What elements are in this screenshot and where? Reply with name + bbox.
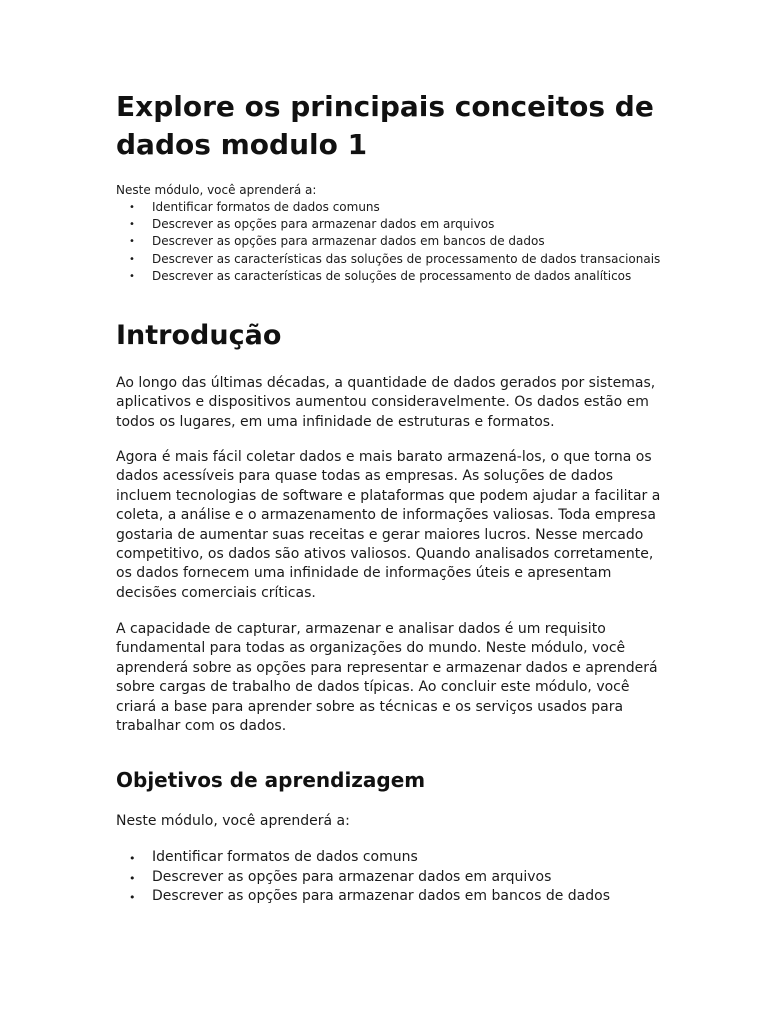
document-title: Explore os principais conceitos de dados modulo 1 xyxy=(116,90,654,161)
list-item-text: Descrever as opções para armazenar dados em bancos de dados xyxy=(152,234,545,249)
list-item xyxy=(116,216,676,233)
list-item xyxy=(116,233,676,250)
list-item-text: Descrever as características das soluções de processamento de dados transacionais xyxy=(152,251,661,266)
bullet-icon: • xyxy=(129,270,135,282)
bullet-icon: • xyxy=(129,871,136,885)
list-item-text: Identificar formatos de dados comuns xyxy=(152,200,380,214)
bullet-icon: • xyxy=(129,891,136,904)
list-item xyxy=(116,268,676,285)
list-item-text: Descrever as opções para armazenar dados em arquivos xyxy=(152,868,552,885)
bullet-icon: • xyxy=(129,253,135,265)
module-lead-text: Neste módulo, você aprenderá a: xyxy=(116,183,317,197)
list-item-text: Descrever as opções para armazenar dados em arquivos xyxy=(152,217,495,232)
introduction-paragraph-3: A capacidade de capturar, armazenar e analisar dados é um requisito fundamental para todas as organizações do mundo. Neste módulo, você aprenderá sobre as opções para representar e armazenar dados e aprenderá sobre cargas de trabalho de dados típicas. Ao concluir este módulo, você criará a base para aprender sobre as técnicas e os serviços usados para trabalhar com os dados. xyxy=(116,621,658,735)
list-item-text: Identificar formatos de dados comuns xyxy=(152,849,418,865)
learning-objectives-heading: Objetivos de aprendizagem xyxy=(116,768,426,792)
list-item-text: Descrever as características de soluções de processamento de dados analíticos xyxy=(152,268,632,283)
bullet-icon: • xyxy=(129,852,136,865)
introduction-paragraph-2: Agora é mais fácil coletar dados e mais barato armazená-los, o que torna os dados acessíveis para quase todas as empresas. As soluções de dados incluem tecnologias de software e plataformas que podem ajudar a facilitar a coleta, a análise e o armazenamento de informações valiosas. Toda empresa gostaria de aumentar suas receitas e gerar maiores lucros. Nesse mercado competitivo, os dados são ativos valiosos. Quando analisados corretamente, os dados fornecem uma infinidade de informações úteis e apresentam decisões comerciais críticas. xyxy=(116,449,661,601)
list-item xyxy=(116,199,676,216)
introduction-paragraph-1: Ao longo das últimas décadas, a quantidade de dados gerados por sistemas, aplicativos e dispositivos aumentou consideravelmente. Os dados estão em todos os lugares, em uma infinidade de estruturas e formatos. xyxy=(116,375,656,430)
module-objectives-list xyxy=(116,199,676,285)
list-item xyxy=(116,868,676,888)
introduction-heading: Introdução xyxy=(116,320,282,351)
list-item xyxy=(116,251,676,268)
list-item xyxy=(116,848,676,868)
bullet-icon: • xyxy=(129,202,135,213)
list-item-text: Descrever as opções para armazenar dados em bancos de dados xyxy=(152,888,610,904)
list-item xyxy=(116,887,676,907)
bullet-icon: • xyxy=(129,219,135,231)
bullet-icon: • xyxy=(129,236,135,248)
learning-objectives-list xyxy=(116,848,676,907)
learning-objectives-lead: Neste módulo, você aprenderá a: xyxy=(116,813,350,829)
